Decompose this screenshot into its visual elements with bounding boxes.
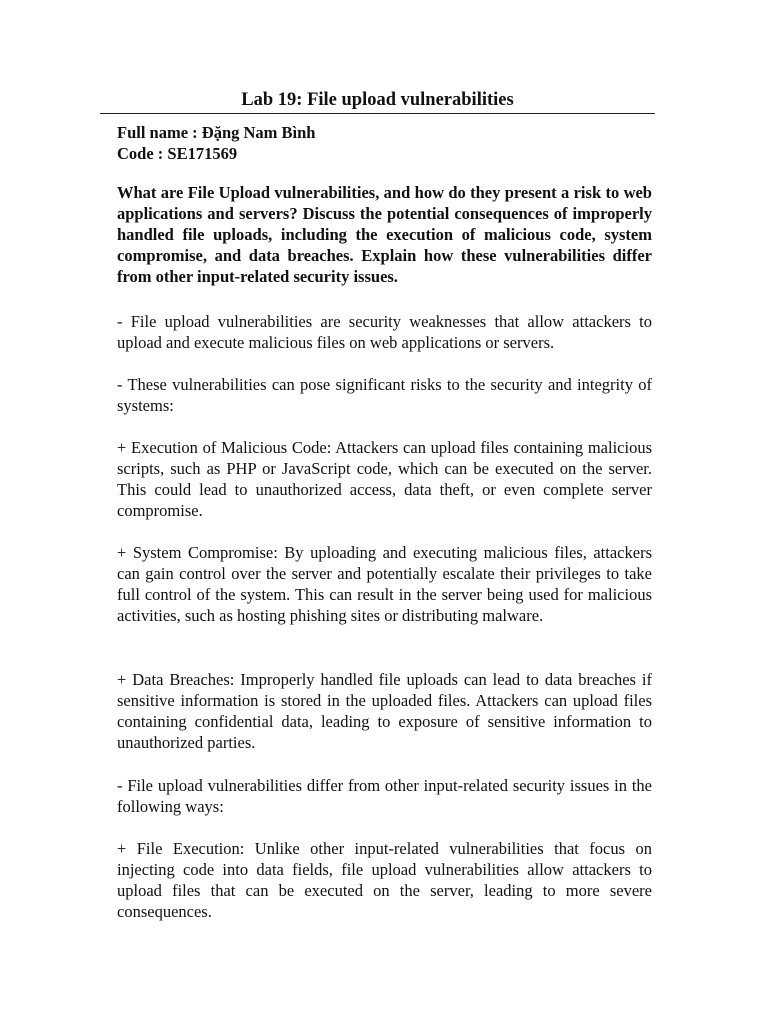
title-underline <box>100 113 655 114</box>
question-paragraph: What are File Upload vulnerabilities, and how do they present a risk to web applications and servers? Discuss the potential consequences of improperly handled file uploads, including the execution of malicious code, system compromise, and data breaches. Explain how these vulnerabilities differ from other input-related security issues. <box>117 183 652 286</box>
answer-paragraph-file-execution: + File Execution: Unlike other input-related vulnerabilities that focus on injecting code into data fields, file upload vulnerabilities allow attackers to upload files that can be executed on the server, leading to more severe consequences. <box>117 839 652 921</box>
answer-paragraph-definition: - File upload vulnerabilities are security weaknesses that allow attackers to upload and execute malicious files on web applications or servers. <box>117 312 652 352</box>
answer-paragraph-risks-intro: - These vulnerabilities can pose significant risks to the security and integrity of systems: <box>117 375 652 415</box>
full-name-line: Full name : Đặng Nam Bình <box>117 123 316 142</box>
answer-paragraph-differences-intro: - File upload vulnerabilities differ from other input-related security issues in the following ways: <box>117 776 652 816</box>
document-title: Lab 19: File upload vulnerabilities <box>241 90 514 110</box>
student-code-line: Code : SE171569 <box>117 144 238 163</box>
answer-paragraph-data-breaches: + Data Breaches: Improperly handled file uploads can lead to data breaches if sensitive information is stored in the uploaded files. Attackers can upload files containing confidential data, leading to exposure of sensitive information to unauthorized parties. <box>117 670 652 752</box>
answer-paragraph-system-compromise: + System Compromise: By uploading and executing malicious files, attackers can gain control over the server and potentially escalate their privileges to take full control of the system. This can result in the server being used for malicious activities, such as hosting phishing sites or distributing malware. <box>117 543 652 625</box>
answer-paragraph-malicious-code: + Execution of Malicious Code: Attackers can upload files containing malicious scripts, such as PHP or JavaScript code, which can be executed on the server. This could lead to unauthorized access, data theft, or even complete server compromise. <box>117 438 652 520</box>
